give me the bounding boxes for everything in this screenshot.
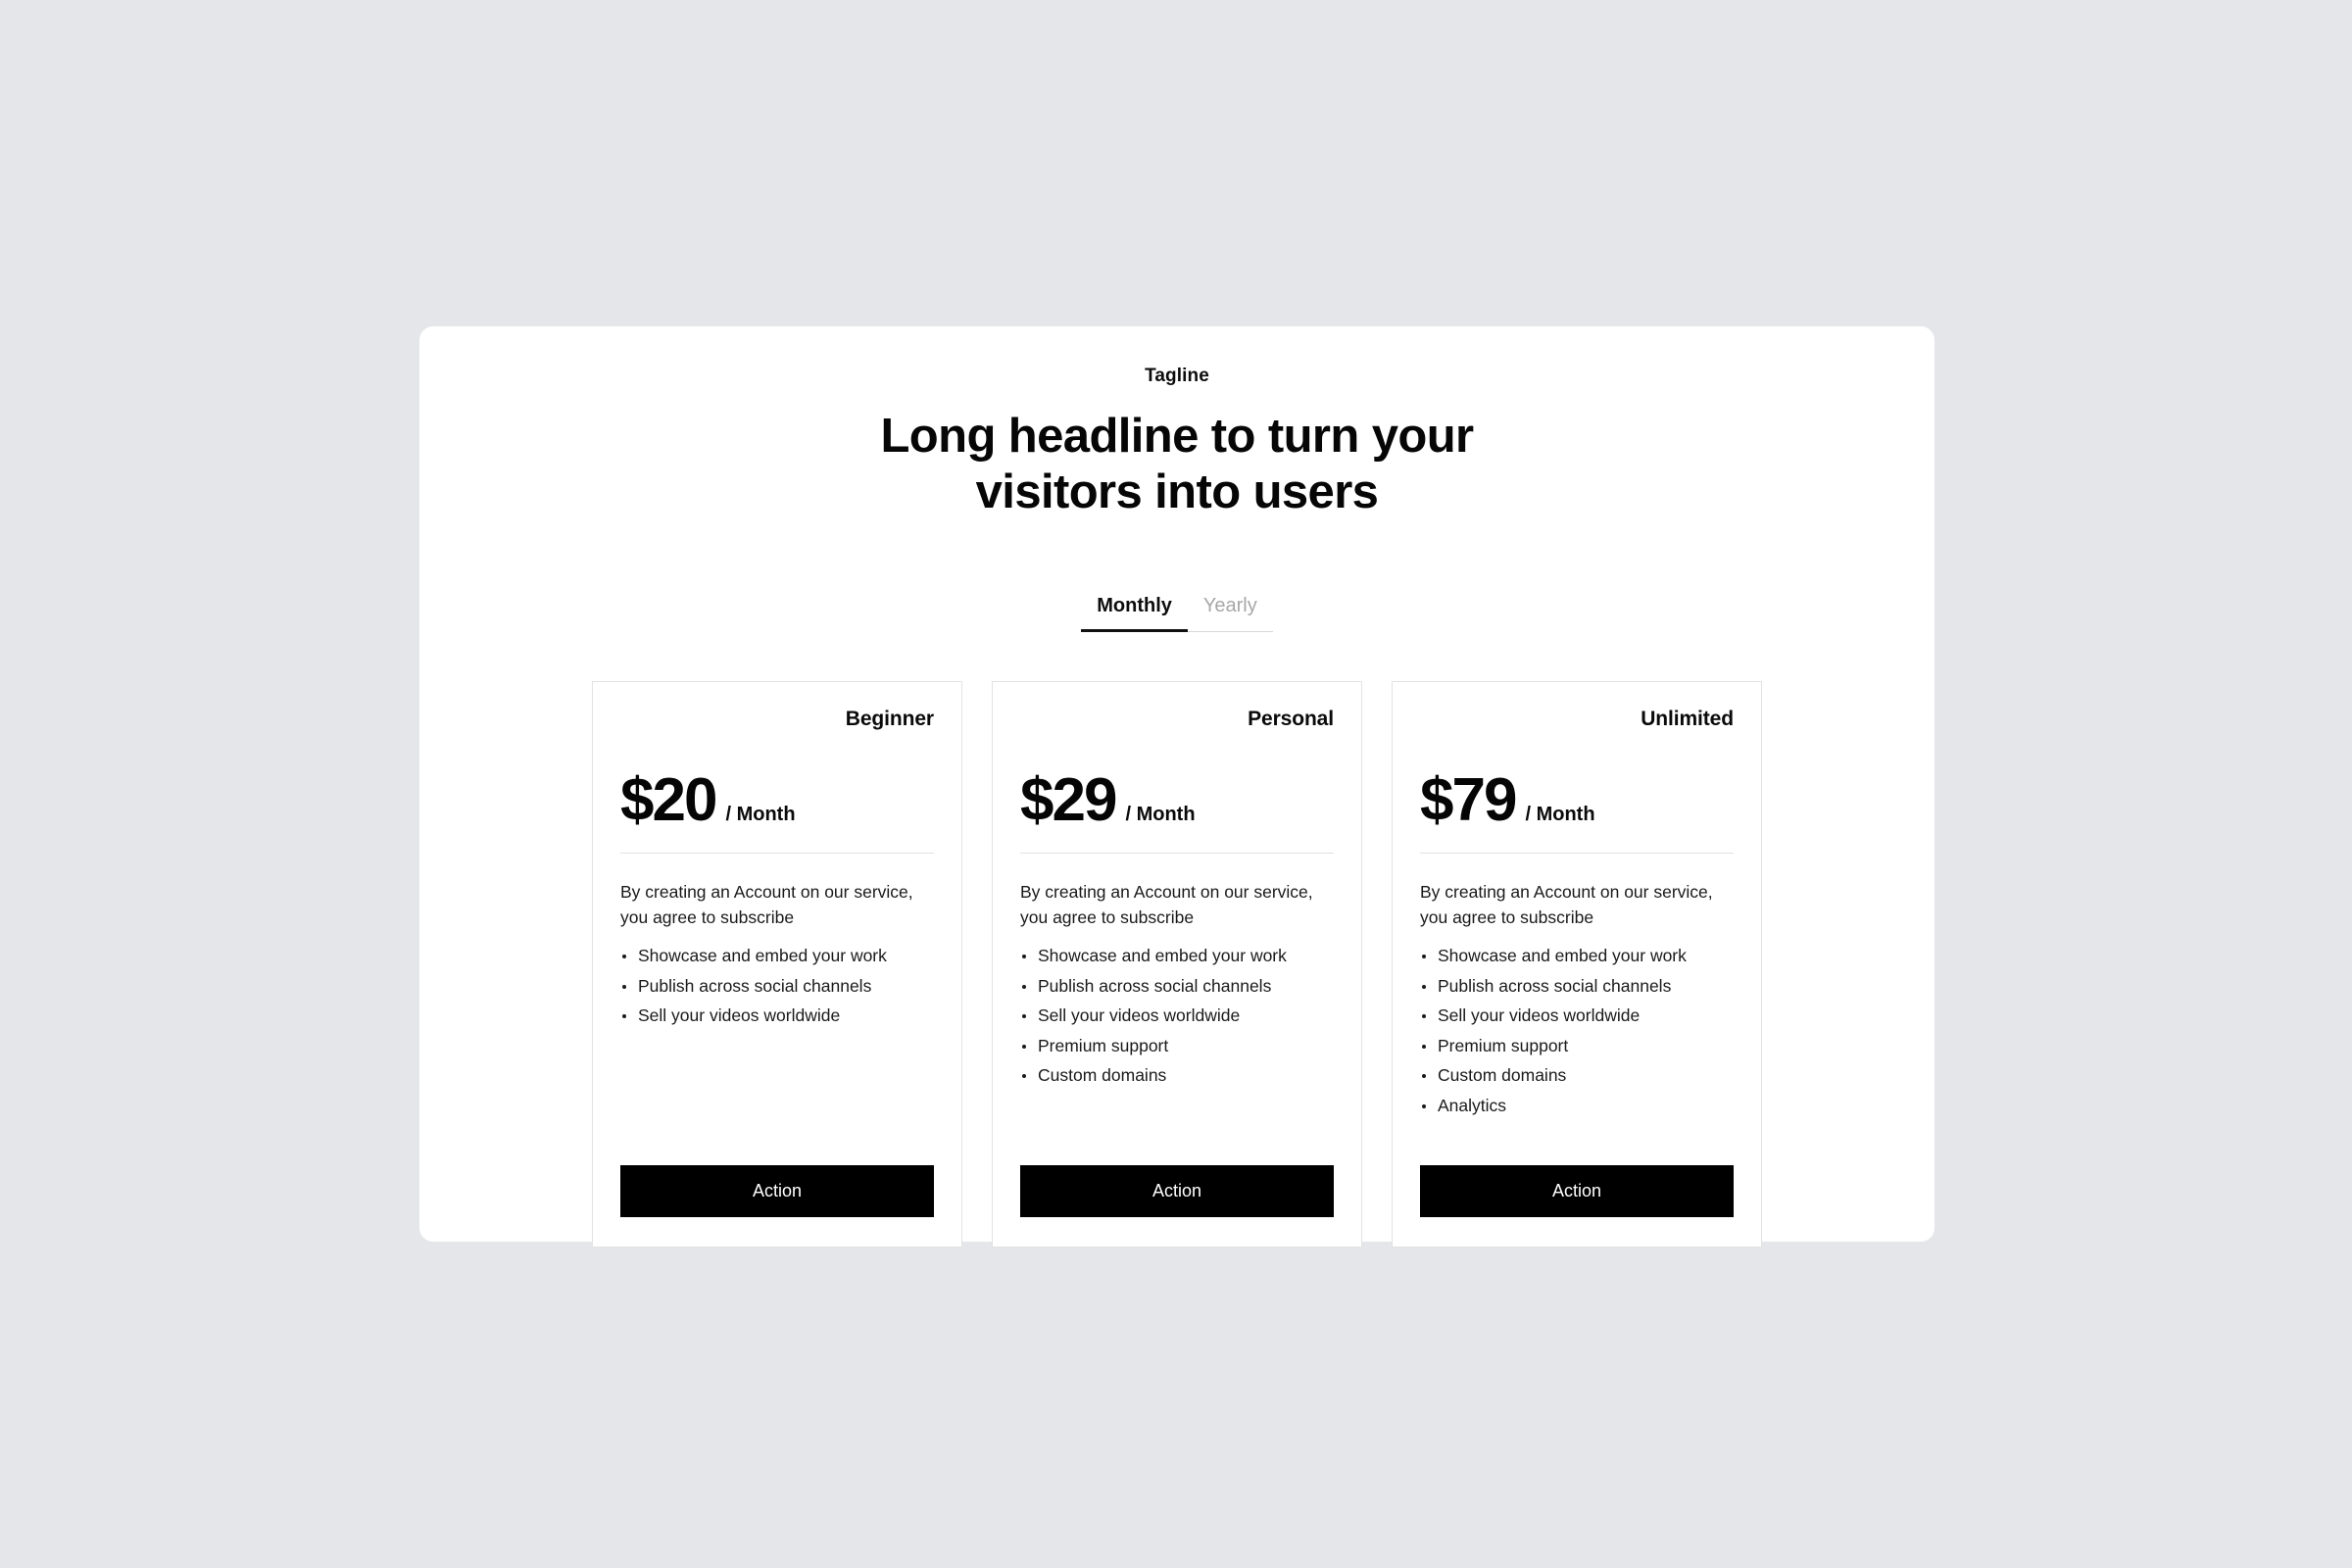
action-button[interactable]: Action bbox=[620, 1165, 934, 1217]
list-item: Publish across social channels bbox=[620, 978, 934, 996]
action-button[interactable]: Action bbox=[1420, 1165, 1734, 1217]
pricing-cards bbox=[419, 681, 1935, 1248]
plan-period: / Month bbox=[1125, 803, 1196, 825]
plan-name: Beginner bbox=[845, 707, 934, 730]
plan-terms: By creating an Account on our service, you agree to subscribe bbox=[1420, 881, 1713, 927]
plan-price: $79 bbox=[1420, 765, 1516, 834]
plan-period: / Month bbox=[1525, 803, 1595, 825]
plan-price: $29 bbox=[1020, 765, 1116, 834]
plan-terms: By creating an Account on our service, you agree to subscribe bbox=[1020, 881, 1313, 927]
list-item: Sell your videos worldwide bbox=[1020, 1007, 1334, 1025]
plan-feature-list bbox=[1420, 948, 1734, 1127]
tab-monthly[interactable]: Monthly bbox=[1081, 595, 1188, 632]
card-spacer bbox=[1420, 1127, 1734, 1165]
tagline: Tagline bbox=[1145, 366, 1209, 386]
plan-price-row bbox=[1020, 765, 1334, 854]
plan-feature-list bbox=[620, 948, 934, 1038]
list-item: Analytics bbox=[1420, 1098, 1734, 1115]
billing-period-toggle bbox=[419, 595, 1935, 632]
tab-yearly[interactable]: Yearly bbox=[1188, 595, 1273, 632]
plan-terms: By creating an Account on our service, you agree to subscribe bbox=[620, 881, 913, 927]
plan-name: Personal bbox=[1248, 707, 1334, 730]
list-item: Publish across social channels bbox=[1420, 978, 1734, 996]
panel-content bbox=[419, 326, 1935, 1248]
pricing-card-personal bbox=[992, 681, 1362, 1248]
list-item: Sell your videos worldwide bbox=[1420, 1007, 1734, 1025]
list-item: Showcase and embed your work bbox=[1020, 948, 1334, 965]
pricing-card-beginner bbox=[592, 681, 962, 1248]
plan-name: Unlimited bbox=[1641, 707, 1734, 730]
list-item: Custom domains bbox=[1420, 1067, 1734, 1085]
pricing-panel bbox=[419, 326, 1935, 1242]
list-item: Showcase and embed your work bbox=[1420, 948, 1734, 965]
page-title: Long headline to turn your visitors into users bbox=[880, 410, 1474, 518]
plan-period: / Month bbox=[725, 803, 796, 825]
plan-price: $20 bbox=[620, 765, 716, 834]
list-item: Sell your videos worldwide bbox=[620, 1007, 934, 1025]
pricing-card-unlimited bbox=[1392, 681, 1762, 1248]
plan-price-row bbox=[1420, 765, 1734, 854]
list-item: Showcase and embed your work bbox=[620, 948, 934, 965]
card-spacer bbox=[1020, 1098, 1334, 1165]
list-item: Custom domains bbox=[1020, 1067, 1334, 1085]
action-button[interactable]: Action bbox=[1020, 1165, 1334, 1217]
list-item: Premium support bbox=[1020, 1038, 1334, 1055]
plan-feature-list bbox=[1020, 948, 1334, 1098]
list-item: Publish across social channels bbox=[1020, 978, 1334, 996]
plan-price-row bbox=[620, 765, 934, 854]
list-item: Premium support bbox=[1420, 1038, 1734, 1055]
card-spacer bbox=[620, 1038, 934, 1165]
